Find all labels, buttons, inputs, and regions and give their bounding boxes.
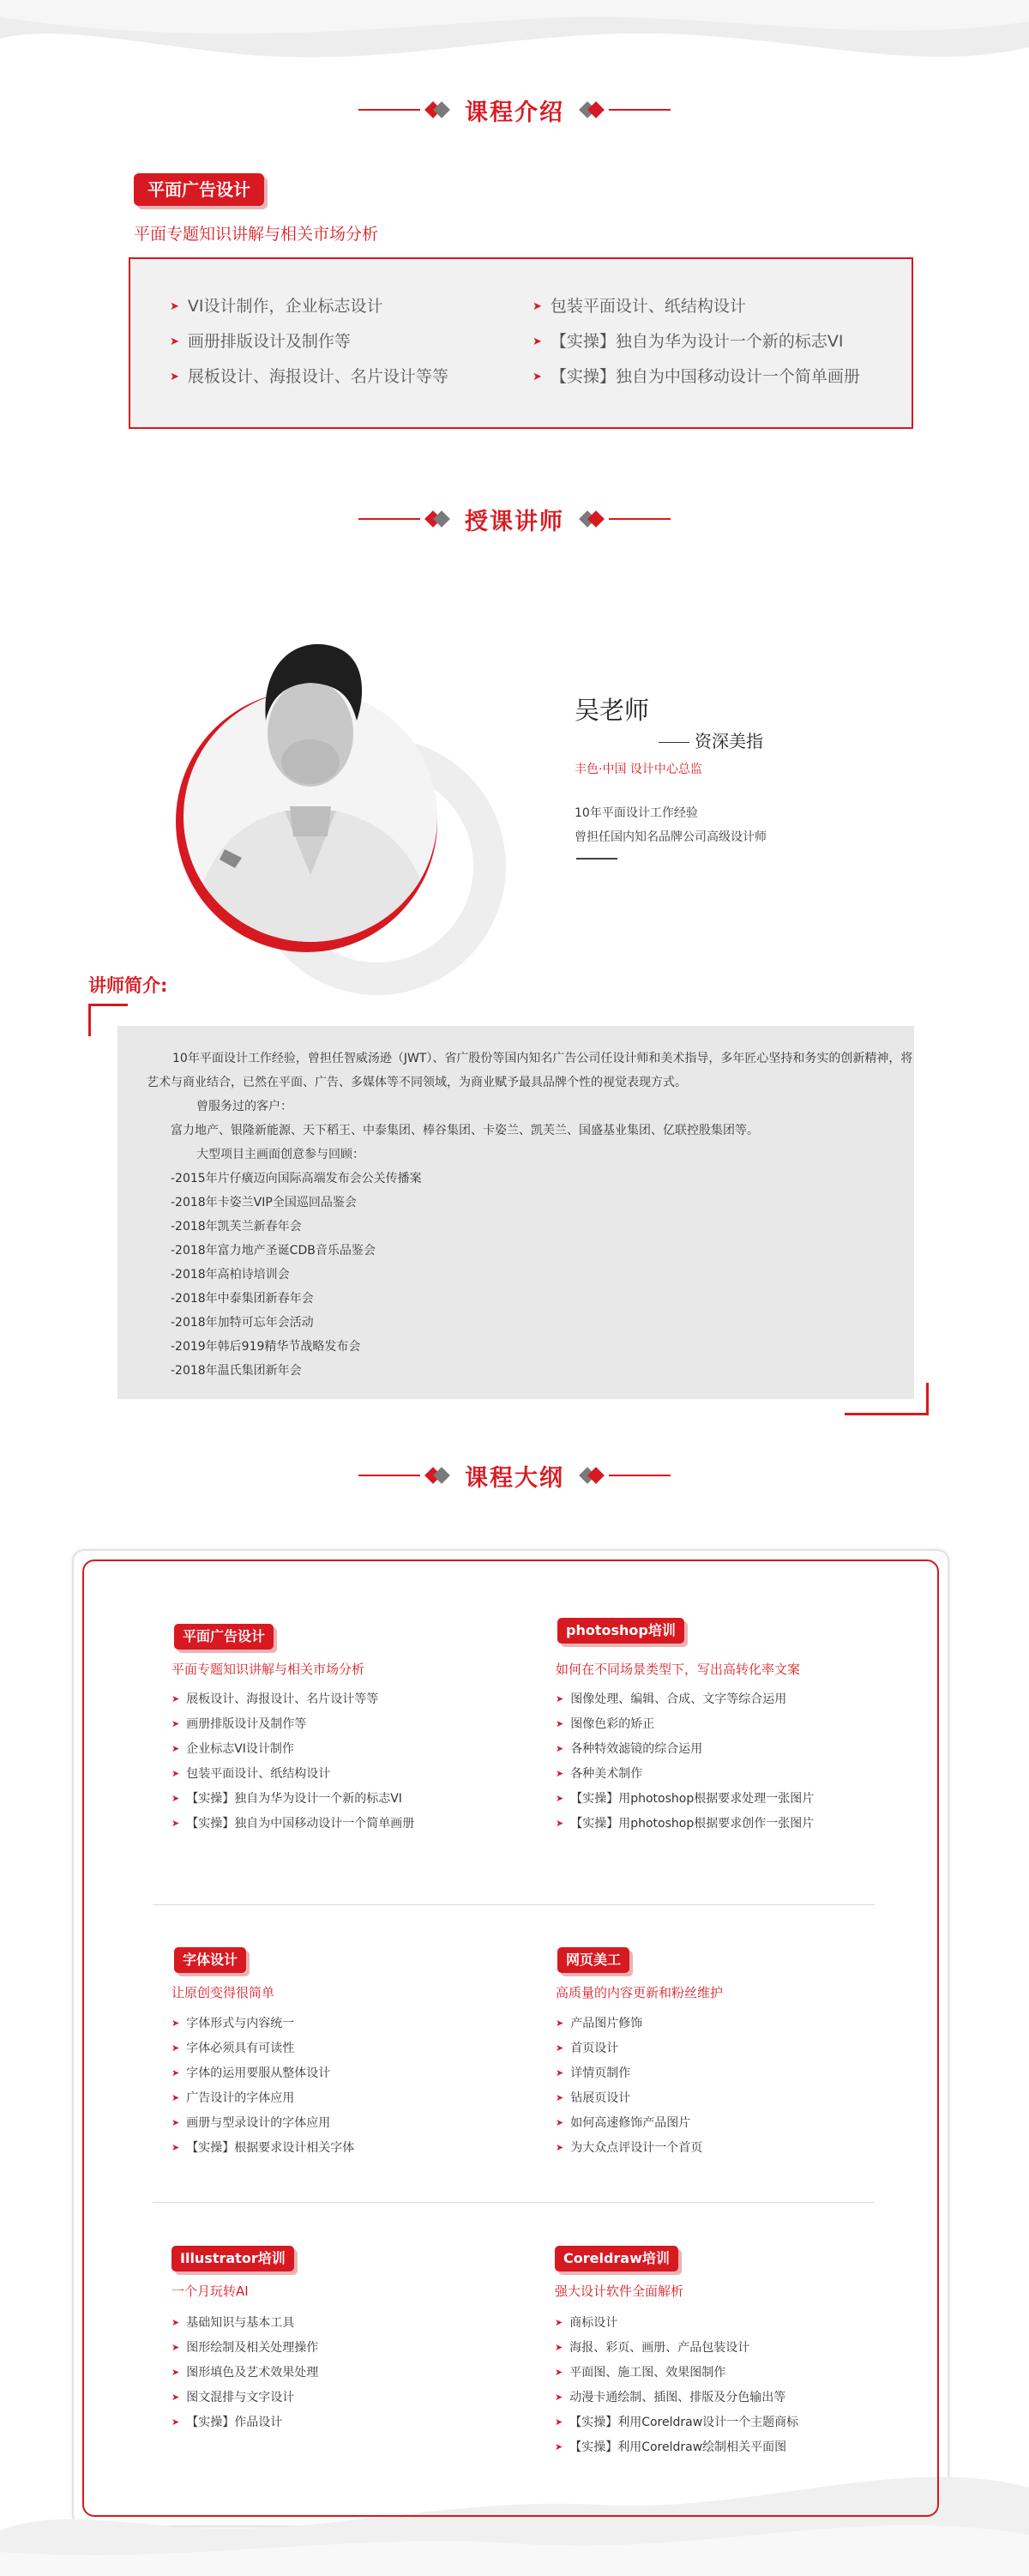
bio-project: -2018年卡姿兰VIP全国巡回品鉴会 (171, 1196, 357, 1210)
list-item: ➤ 动漫卡通绘制、插图、排版及分色输出等 (555, 2391, 786, 2404)
list-item: ➤ 【实操】独自为中国移动设计一个简单画册 (172, 1817, 415, 1831)
list-item: ➤ 图像色彩的矫正 (556, 1717, 655, 1731)
red-arrow-icon: ➤ (556, 2092, 564, 2103)
red-arrow-icon: ➤ (172, 2092, 180, 2103)
top-wave-decoration (0, 0, 1029, 77)
module-subtitle: 如何在不同场景类型下，写出高转化率文案 (556, 1662, 801, 1677)
module-list (172, 2311, 318, 2435)
bio-project: -2018年温氏集团新年会 (171, 1364, 302, 1378)
list-item: ➤ 字体必须具有可读性 (172, 2042, 295, 2055)
section-title-teacher (0, 502, 1029, 536)
teacher-title: 资深美指 (659, 727, 763, 752)
red-arrow-icon: ➤ (555, 2392, 563, 2403)
red-arrow-icon: ➤ (556, 2067, 564, 2078)
section-title-outline (0, 1458, 1029, 1493)
section-title-text: 课程大纲 (465, 1464, 564, 1492)
intro-item: ➤ 包装平面设计、纸结构设计 (533, 297, 746, 316)
red-arrow-icon: ➤ (556, 2018, 564, 2029)
list-item: ➤ 【实操】利用Coreldraw设计一个主题商标 (555, 2416, 799, 2429)
red-arrow-icon: ➤ (172, 2416, 180, 2428)
red-arrow-icon: ➤ (172, 1718, 180, 1729)
list-item: ➤ 画册与型录设计的字体应用 (172, 2116, 331, 2130)
red-arrow-icon: ➤ (556, 1793, 564, 1804)
list-item: ➤ 详情页制作 (556, 2066, 631, 2080)
diamond-icon (583, 513, 600, 525)
list-item: ➤ 图像处理、编辑、合成、文字等综合运用 (556, 1692, 787, 1706)
list-item: ➤ 海报、彩页、画册、产品包装设计 (555, 2341, 750, 2355)
title-line-left (358, 518, 420, 520)
bio-project: -2019年韩后919精华节战略发布会 (171, 1340, 361, 1354)
intro-item: ➤ 画册排版设计及制作等 (170, 332, 351, 351)
intro-content-box (129, 257, 913, 429)
title-line-left (358, 1475, 420, 1476)
red-arrow-icon: ➤ (556, 1818, 564, 1829)
short-divider (576, 858, 617, 860)
list-item: ➤ 为大众点评设计一个首页 (556, 2141, 703, 2155)
module-tag: photoshop培训 (557, 1618, 684, 1644)
red-arrow-icon: ➤ (533, 371, 542, 383)
corner-decoration-bottom-right (845, 1383, 929, 1415)
module-list (556, 2012, 702, 2161)
list-item: ➤ 【实操】独自为华为设计一个新的标志VI (172, 1792, 402, 1806)
diamond-icon (583, 1469, 600, 1481)
red-arrow-icon: ➤ (172, 2067, 180, 2078)
red-arrow-icon: ➤ (555, 2317, 563, 2328)
red-arrow-icon: ➤ (172, 1768, 180, 1779)
diamond-icon (429, 104, 446, 116)
red-arrow-icon: ➤ (556, 2042, 564, 2054)
red-arrow-icon: ➤ (556, 1768, 564, 1779)
red-arrow-icon: ➤ (172, 2392, 180, 2403)
list-item: ➤ 企业标志VI设计制作 (172, 1742, 294, 1756)
bio-label: 讲师简介: (88, 975, 168, 996)
diamond-icon (429, 1469, 446, 1481)
list-item: ➤ 【实操】作品设计 (172, 2416, 283, 2429)
red-arrow-icon: ➤ (172, 2317, 180, 2328)
intro-course-tag: 平面广告设计 (134, 173, 264, 206)
list-item: ➤ 【实操】利用Coreldraw绘制相关平面图 (555, 2440, 787, 2454)
intro-subtitle: 平面专题知识讲解与相关市场分析 (134, 225, 379, 244)
list-item: ➤ 各种特效滤镜的综合运用 (556, 1742, 703, 1756)
list-item: ➤ 图文混排与文字设计 (172, 2391, 295, 2404)
red-arrow-icon: ➤ (556, 1743, 564, 1754)
red-arrow-icon: ➤ (555, 2416, 563, 2428)
red-arrow-icon: ➤ (555, 2342, 563, 2353)
red-arrow-icon: ➤ (555, 2367, 563, 2378)
teacher-photo (182, 592, 439, 944)
teacher-experience-2: 曾担任国内知名品牌公司高级设计师 (575, 830, 767, 844)
list-item: ➤ 产品图片修饰 (556, 2017, 643, 2030)
section-title-text: 授课讲师 (465, 508, 564, 535)
list-item: ➤ 【实操】用photoshop根据要求创作一张图片 (556, 1817, 815, 1831)
red-arrow-icon: ➤ (172, 2367, 180, 2378)
red-arrow-icon: ➤ (555, 2441, 563, 2452)
red-arrow-icon: ➤ (172, 2342, 180, 2353)
module-list (172, 1687, 414, 1837)
list-item: ➤ 钻展页设计 (556, 2091, 631, 2105)
intro-item: ➤ VI设计制作，企业标志设计 (170, 297, 383, 316)
red-arrow-icon: ➤ (172, 1693, 180, 1704)
red-arrow-icon: ➤ (533, 335, 542, 348)
module-tag: 字体设计 (174, 1947, 246, 1973)
red-arrow-icon: ➤ (556, 2117, 564, 2128)
red-arrow-icon: ➤ (533, 300, 542, 313)
intro-item: ➤ 展板设计、海报设计、名片设计等等 (170, 367, 448, 386)
teacher-experience: 10年平面设计工作经验 (575, 806, 698, 820)
title-line-right (609, 109, 671, 111)
module-subtitle: 让原创变得很简单 (172, 1985, 275, 2000)
bio-project: -2018年加特可忘年会活动 (171, 1316, 314, 1330)
module-subtitle: 平面专题知识讲解与相关市场分析 (172, 1662, 365, 1677)
red-arrow-icon: ➤ (172, 1743, 180, 1754)
intro-item: ➤ 【实操】独自为华为设计一个新的标志VI (533, 332, 844, 351)
list-item: ➤ 广告设计的字体应用 (172, 2091, 295, 2105)
diamond-icon (429, 513, 446, 525)
red-arrow-icon: ➤ (172, 1793, 180, 1804)
list-item: ➤ 展板设计、海报设计、名片设计等等 (172, 1692, 379, 1706)
title-line-right (609, 518, 671, 520)
module-list (172, 2012, 354, 2161)
module-divider (153, 2202, 875, 2203)
bio-project: -2015年片仔癀迈向国际高端发布会公关传播案 (171, 1172, 422, 1185)
red-arrow-icon: ➤ (172, 2018, 180, 2029)
bio-paragraph: 10年平面设计工作经验，曾担任智威汤逊（JWT）、省广股份等国内知名广告公司任设计师和美术指导，多年匠心坚持和务实的创新精神，将艺术与商业结合，已然在平面、广告、多媒体等不同领域，为商业赋予最具品牌个性的视觉表现方式。 (147, 1052, 913, 1089)
red-arrow-icon: ➤ (170, 371, 179, 383)
list-item: ➤ 基础知识与基本工具 (172, 2316, 295, 2330)
red-arrow-icon: ➤ (172, 2117, 180, 2128)
red-arrow-icon: ➤ (172, 2142, 180, 2153)
module-tag: Coreldraw培训 (555, 2246, 678, 2271)
list-item: ➤ 首页设计 (556, 2042, 619, 2055)
bio-clients-label: 曾服务过的客户： (196, 1100, 292, 1113)
module-list (556, 1687, 814, 1837)
list-item: ➤ 如何高速修饰产品图片 (556, 2116, 691, 2130)
red-arrow-icon: ➤ (556, 1718, 564, 1729)
red-arrow-icon: ➤ (172, 2042, 180, 2054)
intro-item: ➤ 【实操】独自为中国移动设计一个简单画册 (533, 367, 860, 386)
bio-project: -2018年凯芙兰新春年会 (171, 1220, 302, 1234)
module-tag: 网页美工 (557, 1947, 629, 1973)
list-item: ➤ 【实操】根据要求设计相关字体 (172, 2141, 355, 2155)
bio-project: -2018年高柏诗培训会 (171, 1268, 290, 1282)
bio-box (117, 1026, 914, 1399)
red-arrow-icon: ➤ (556, 1693, 564, 1704)
list-item: ➤ 【实操】用photoshop根据要求处理一张图片 (556, 1792, 815, 1806)
bio-projects-label: 大型项目主画面创意参与回顾： (196, 1148, 364, 1161)
list-item: ➤ 包装平面设计、纸结构设计 (172, 1767, 331, 1781)
list-item: ➤ 平面图、施工图、效果图制作 (555, 2366, 726, 2380)
list-item: ➤ 图形绘制及相关处理操作 (172, 2341, 319, 2355)
list-item: ➤ 字体的运用要服从整体设计 (172, 2066, 331, 2080)
red-arrow-icon: ➤ (556, 2142, 564, 2153)
bio-clients: 富力地产、银隆新能源、天下稻王、中泰集团、棒谷集团、卡姿兰、凯芙兰、国盛基业集团、亿联控股集团等。 (171, 1124, 759, 1137)
module-subtitle: 一个月玩转AI (172, 2283, 249, 2299)
module-subtitle: 强大设计软件全面解析 (555, 2283, 684, 2299)
module-list (555, 2311, 798, 2460)
bio-project: -2018年富力地产圣诞CDB音乐品鉴会 (171, 1244, 376, 1258)
list-item: ➤ 字体形式与内容统一 (172, 2017, 295, 2030)
list-item: ➤ 图形填色及艺术效果处理 (172, 2366, 319, 2380)
list-item: ➤ 商标设计 (555, 2316, 618, 2330)
list-item: ➤ 各种美术制作 (556, 1767, 643, 1781)
module-subtitle: 高质量的内容更新和粉丝维护 (556, 1985, 724, 2000)
title-line-right (609, 1475, 671, 1476)
diamond-icon (583, 104, 600, 116)
red-arrow-icon: ➤ (170, 300, 179, 313)
section-title-text: 课程介绍 (465, 99, 564, 126)
module-tag: Illustrator培训 (172, 2246, 294, 2271)
teacher-company: 丰色·中国 设计中心总监 (575, 763, 702, 776)
red-arrow-icon: ➤ (170, 335, 179, 348)
section-title-intro (0, 93, 1029, 127)
red-arrow-icon: ➤ (172, 1818, 180, 1829)
bio-project: -2018年中泰集团新春年会 (171, 1292, 314, 1306)
module-tag: 平面广告设计 (174, 1624, 274, 1650)
title-line-left (358, 109, 420, 111)
module-divider (153, 1904, 875, 1905)
list-item: ➤ 画册排版设计及制作等 (172, 1717, 307, 1731)
teacher-name: 吴老师 (575, 696, 650, 725)
